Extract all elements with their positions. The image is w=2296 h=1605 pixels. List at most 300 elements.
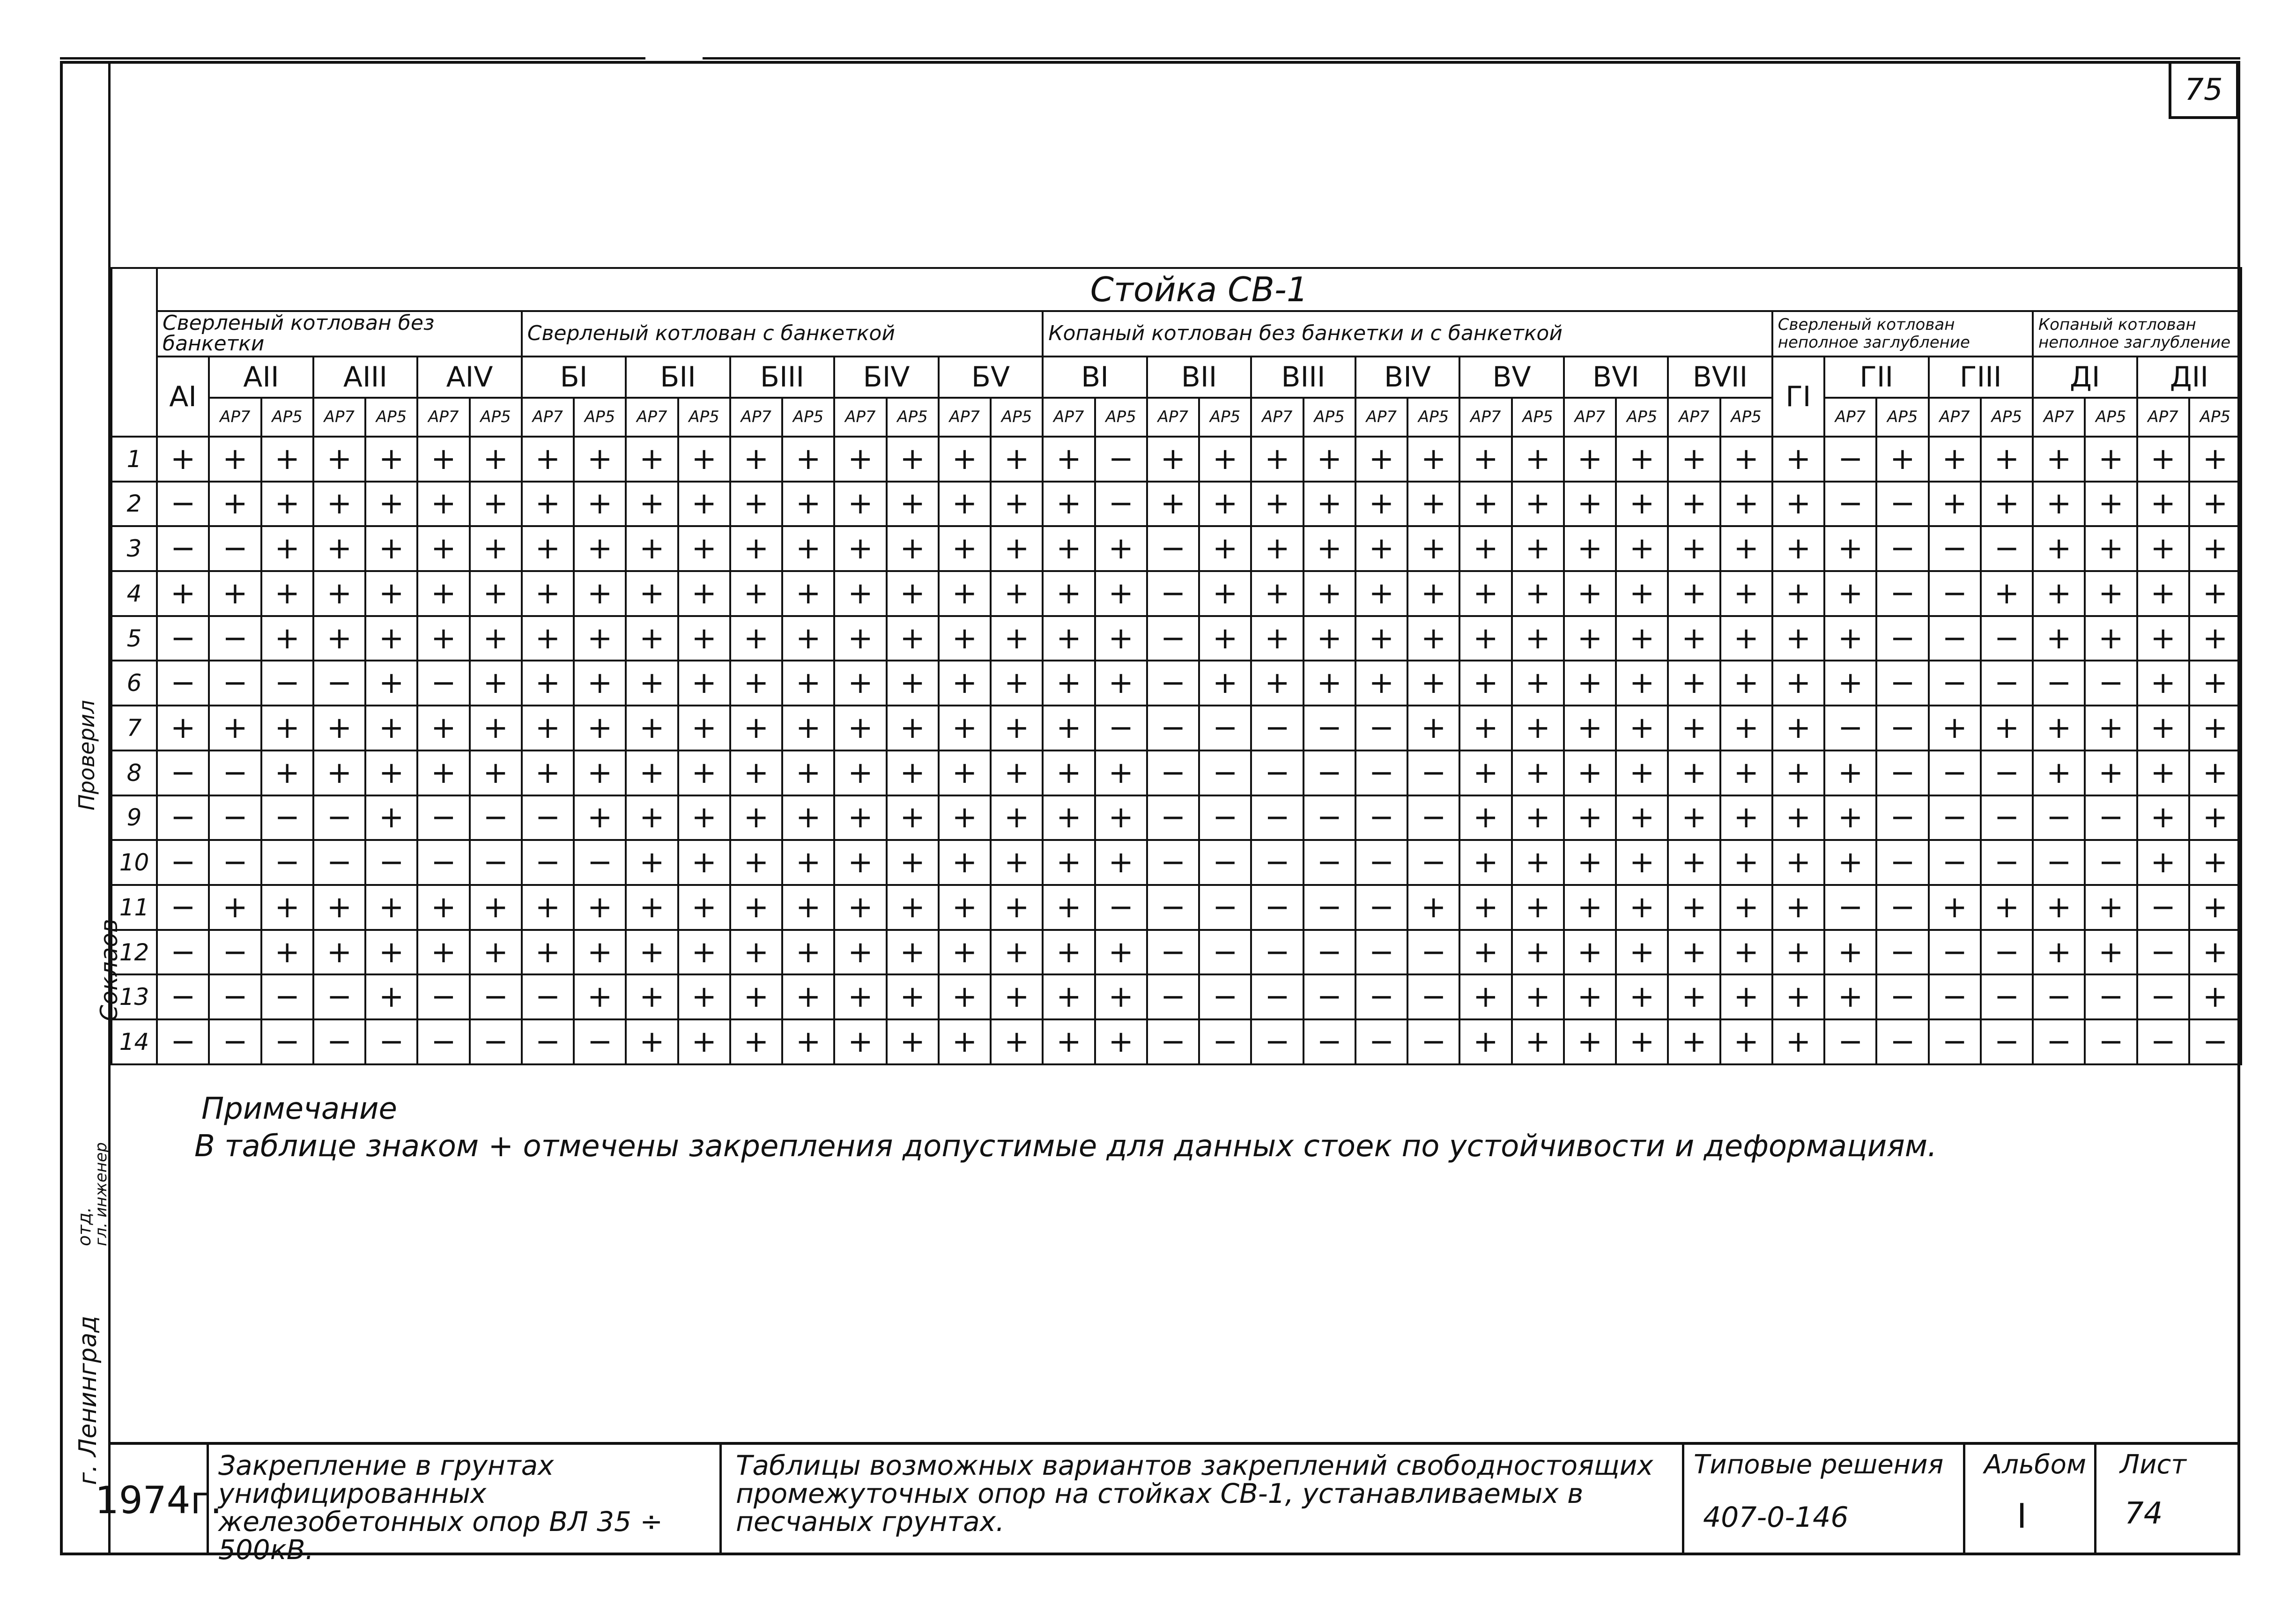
fixing-mark: + <box>1772 706 1824 750</box>
stamp-project-title: Закрепление в грунтах унифицированных железобетонных опор ВЛ 35 ÷ 500кВ. <box>209 1445 722 1555</box>
fixing-mark: − <box>1981 974 2033 1019</box>
fixing-mark: − <box>1251 750 1303 795</box>
fixing-mark: + <box>2189 571 2242 616</box>
fixing-mark: − <box>1147 750 1199 795</box>
fixing-mark: + <box>2189 974 2242 1019</box>
fixing-mark: + <box>1929 706 1981 750</box>
fixing-mark: + <box>782 750 834 795</box>
fixing-mark: − <box>1876 930 1928 975</box>
fixing-mark: + <box>1459 661 1511 706</box>
fixing-mark: − <box>157 1019 209 1064</box>
ap7-header: АР7 <box>1929 398 1981 437</box>
ap5-header: АР5 <box>887 398 939 437</box>
fixing-mark: + <box>678 750 730 795</box>
fixing-mark: + <box>1407 616 1459 661</box>
fixing-mark: − <box>1199 750 1251 795</box>
fixing-mark: + <box>2085 526 2137 571</box>
fixing-mark: + <box>1668 526 1720 571</box>
fixing-mark: + <box>1512 885 1564 930</box>
fixing-mark: − <box>209 795 261 840</box>
fixing-mark: − <box>1876 974 1928 1019</box>
fixing-mark: + <box>887 795 939 840</box>
fixing-mark: + <box>939 885 991 930</box>
fixing-mark: + <box>365 482 417 527</box>
fixing-mark: + <box>1407 482 1459 527</box>
fixing-mark: − <box>1251 795 1303 840</box>
fixing-mark: − <box>365 840 417 885</box>
fixing-mark: + <box>1043 616 1095 661</box>
fixing-mark: − <box>1147 974 1199 1019</box>
fixing-mark: + <box>678 661 730 706</box>
fixing-mark: + <box>470 706 522 750</box>
fixing-mark: + <box>1043 482 1095 527</box>
fixing-mark: + <box>313 526 365 571</box>
fixing-mark: + <box>1616 616 1668 661</box>
fixing-mark: + <box>574 437 626 482</box>
frame-top-line <box>60 57 645 59</box>
fixing-mark: − <box>2137 885 2189 930</box>
fixing-mark: + <box>1772 885 1824 930</box>
table-row <box>111 706 2241 750</box>
ap7-header: АР7 <box>1043 398 1095 437</box>
fixing-mark: + <box>730 930 782 975</box>
fixing-mark: + <box>1459 616 1511 661</box>
fixing-mark: + <box>1407 526 1459 571</box>
table-row <box>111 750 2241 795</box>
fixing-mark: + <box>209 706 261 750</box>
fixing-mark: + <box>417 885 469 930</box>
fixing-mark: + <box>626 840 678 885</box>
fixing-mark: + <box>626 526 678 571</box>
fixing-mark: + <box>1512 616 1564 661</box>
fixing-mark: + <box>2033 437 2085 482</box>
subgroup-8: БIV <box>834 357 939 397</box>
fixing-mark: + <box>365 437 417 482</box>
fixing-mark: + <box>1616 930 1668 975</box>
fixing-mark: − <box>1199 930 1251 975</box>
staff-label-dept: отд. <box>74 1207 95 1246</box>
city-label: г. Ленинград <box>74 1315 102 1485</box>
fixing-mark: + <box>678 930 730 975</box>
subgroup-2: АII <box>209 357 313 397</box>
fixing-mark: + <box>417 437 469 482</box>
ap7-header: АР7 <box>939 398 991 437</box>
fixing-mark: + <box>991 571 1043 616</box>
fixing-mark: + <box>2033 482 2085 527</box>
fixing-mark: + <box>730 795 782 840</box>
ap7-header: АР7 <box>1147 398 1199 437</box>
fixing-mark: + <box>261 616 313 661</box>
fixing-mark: + <box>1564 930 1616 975</box>
fixing-mark: + <box>678 974 730 1019</box>
fixing-mark: + <box>1668 750 1720 795</box>
fixing-mark: + <box>1095 930 1147 975</box>
fixing-mark: + <box>2033 526 2085 571</box>
fixing-mark: + <box>1199 616 1251 661</box>
fixing-mark: + <box>417 482 469 527</box>
fixing-mark: + <box>939 750 991 795</box>
fixing-mark: − <box>157 482 209 527</box>
table-title: Стойка СВ-1 <box>157 268 2241 311</box>
fixing-mark: + <box>730 706 782 750</box>
group-header-2: Сверленый котлован с банкеткой <box>522 311 1043 357</box>
fixing-mark: + <box>678 437 730 482</box>
fixing-mark: − <box>522 974 574 1019</box>
fixing-mark: + <box>626 974 678 1019</box>
fixing-mark: − <box>1147 840 1199 885</box>
fixing-mark: − <box>1355 974 1407 1019</box>
ap5-header: АР5 <box>1720 398 1772 437</box>
fixing-mark: + <box>1512 437 1564 482</box>
subgroup-19: ГIII <box>1929 357 2033 397</box>
fixing-mark: − <box>1876 885 1928 930</box>
fixing-mark: + <box>1772 974 1824 1019</box>
fixing-mark: + <box>782 571 834 616</box>
fixing-mark: − <box>157 616 209 661</box>
staff-checked: Проверил <box>74 700 99 810</box>
ap5-header: АР5 <box>365 398 417 437</box>
fixing-mark: − <box>1304 795 1355 840</box>
fixing-mark: − <box>1407 974 1459 1019</box>
ap7-header: АР7 <box>1459 398 1511 437</box>
fixing-mark: − <box>209 1019 261 1064</box>
fixing-mark: + <box>991 885 1043 930</box>
fixing-mark: + <box>313 885 365 930</box>
ap7-header: АР7 <box>834 398 886 437</box>
fixing-mark: + <box>2137 526 2189 571</box>
fixing-mark: + <box>2189 750 2242 795</box>
fixing-mark: + <box>417 616 469 661</box>
fixing-mark: − <box>470 974 522 1019</box>
fixing-mark: + <box>1512 750 1564 795</box>
fixing-mark: + <box>626 1019 678 1064</box>
fixing-mark: + <box>261 482 313 527</box>
fixing-mark: − <box>1095 437 1147 482</box>
fixing-mark: + <box>2085 616 2137 661</box>
fixing-mark: + <box>1095 661 1147 706</box>
fixing-mark: + <box>1199 571 1251 616</box>
fixing-mark: − <box>1147 930 1199 975</box>
fixing-mark: + <box>939 526 991 571</box>
fixing-mark: + <box>1459 437 1511 482</box>
fixing-mark: − <box>1199 1019 1251 1064</box>
fixing-mark: + <box>1407 661 1459 706</box>
soil-number: 12 <box>111 930 157 975</box>
fixing-mark: + <box>991 437 1043 482</box>
fixing-mark: + <box>1564 571 1616 616</box>
fixing-mark: − <box>2033 974 2085 1019</box>
fixing-mark: + <box>261 437 313 482</box>
fixing-mark: + <box>574 750 626 795</box>
soil-number: 10 <box>111 840 157 885</box>
subgroup-11: ВII <box>1147 357 1252 397</box>
fixing-mark: − <box>1304 1019 1355 1064</box>
fixing-mark: + <box>1772 661 1824 706</box>
fixing-mark: + <box>365 616 417 661</box>
fixing-mark: + <box>365 930 417 975</box>
subgroup-14: ВV <box>1459 357 1564 397</box>
fixing-mark: + <box>1355 661 1407 706</box>
fixing-mark: + <box>730 616 782 661</box>
ap7-header: АР7 <box>1668 398 1720 437</box>
fixing-mark: + <box>1043 661 1095 706</box>
note-text: В таблице знаком + отмечены закрепления допустимые для данных стоек по устойчивости и деформациям. <box>194 1129 1937 1164</box>
group-header-1: Сверленый котлован без банкетки <box>157 311 522 357</box>
fixing-mark: − <box>1355 885 1407 930</box>
fixing-mark: − <box>417 661 469 706</box>
fixing-mark: − <box>1981 930 2033 975</box>
fixing-mark: + <box>1981 885 2033 930</box>
fixing-mark: + <box>782 616 834 661</box>
fixing-mark: + <box>834 1019 886 1064</box>
subgroup-10: ВI <box>1043 357 1147 397</box>
fixing-mark: + <box>417 526 469 571</box>
fixing-mark: + <box>1616 661 1668 706</box>
ap5-header: АР5 <box>1199 398 1251 437</box>
soil-number: 5 <box>111 616 157 661</box>
fixing-mark: − <box>1929 616 1981 661</box>
title-block <box>95 1442 2240 1566</box>
fixing-mark: + <box>1147 482 1199 527</box>
fixing-mark: + <box>678 482 730 527</box>
fixing-mark: − <box>1929 1019 1981 1064</box>
fixing-mark: + <box>1304 571 1355 616</box>
fixing-mark: + <box>1616 571 1668 616</box>
subgroup-17: ГI <box>1772 357 1824 437</box>
fixing-mark: − <box>522 840 574 885</box>
soil-number: 13 <box>111 974 157 1019</box>
table-row <box>111 795 2241 840</box>
fixing-mark: + <box>1512 795 1564 840</box>
fixing-mark: + <box>1251 616 1303 661</box>
fixing-mark: + <box>782 840 834 885</box>
fixing-mark: + <box>1043 526 1095 571</box>
fixing-mark: + <box>1564 750 1616 795</box>
fixing-mark: + <box>626 571 678 616</box>
fixing-mark: + <box>417 706 469 750</box>
fixing-mark: + <box>834 571 886 616</box>
subgroup-16: ВVII <box>1668 357 1772 397</box>
fixing-mark: + <box>2137 571 2189 616</box>
fixing-mark: + <box>730 885 782 930</box>
stamp-album <box>1965 1445 2096 1555</box>
fixing-mark: + <box>522 930 574 975</box>
fixing-mark: + <box>1616 795 1668 840</box>
fixing-mark: + <box>834 750 886 795</box>
fixing-mark: − <box>1304 750 1355 795</box>
fixing-mark: + <box>834 661 886 706</box>
ap5-header: АР5 <box>470 398 522 437</box>
fixing-mark: + <box>887 526 939 571</box>
fixing-mark: + <box>470 482 522 527</box>
subgroup-6: БII <box>626 357 730 397</box>
fixing-mark: + <box>2085 885 2137 930</box>
fixing-mark: − <box>1929 840 1981 885</box>
fixing-mark: + <box>939 706 991 750</box>
fixing-mark: + <box>1668 437 1720 482</box>
fixing-mark: + <box>939 1019 991 1064</box>
fixing-mark: + <box>2033 885 2085 930</box>
fixing-mark: + <box>1616 885 1668 930</box>
fixing-mark: + <box>1564 795 1616 840</box>
fixing-mark: + <box>887 571 939 616</box>
fixing-mark: + <box>365 974 417 1019</box>
fixing-mark: + <box>834 482 886 527</box>
fixing-mark: + <box>2137 437 2189 482</box>
fixing-mark: + <box>1616 526 1668 571</box>
fixing-mark: − <box>1251 1019 1303 1064</box>
stamp-typical <box>1684 1445 1965 1555</box>
fixing-mark: + <box>1459 974 1511 1019</box>
fixing-mark: + <box>939 661 991 706</box>
fixing-mark: − <box>1981 526 2033 571</box>
fixing-mark: − <box>157 661 209 706</box>
fixing-mark: + <box>365 885 417 930</box>
fixing-mark: + <box>470 930 522 975</box>
fixing-mark: − <box>1355 795 1407 840</box>
fixing-mark: + <box>522 437 574 482</box>
fixing-mark: + <box>887 885 939 930</box>
fixing-mark: − <box>1304 885 1355 930</box>
fixing-mark: + <box>626 885 678 930</box>
fixing-mark: + <box>2137 482 2189 527</box>
fixing-mark: + <box>991 750 1043 795</box>
fixing-mark: + <box>261 526 313 571</box>
table-row <box>111 571 2241 616</box>
fixing-mark: − <box>261 795 313 840</box>
table-row <box>111 661 2241 706</box>
fixing-mark: + <box>1355 616 1407 661</box>
fixing-mark: + <box>365 750 417 795</box>
frame-top-line <box>703 57 2240 59</box>
fixing-mark: − <box>209 616 261 661</box>
ap5-header: АР5 <box>782 398 834 437</box>
fixing-mark: + <box>1251 571 1303 616</box>
fixing-mark: + <box>1199 526 1251 571</box>
fixing-mark: − <box>2137 930 2189 975</box>
ap5-header: АР5 <box>261 398 313 437</box>
fixing-mark: + <box>1720 437 1772 482</box>
soil-number: 1 <box>111 437 157 482</box>
note-title: Примечание <box>201 1092 397 1126</box>
fixing-mark: + <box>470 616 522 661</box>
fixing-mark: + <box>522 661 574 706</box>
fixing-mark: + <box>730 571 782 616</box>
ap5-header: АР5 <box>574 398 626 437</box>
fixing-mark: − <box>2085 661 2137 706</box>
fixing-mark: + <box>678 885 730 930</box>
fixing-mark: + <box>1824 616 1876 661</box>
fixing-mark: − <box>209 661 261 706</box>
fixing-mark: + <box>2033 930 2085 975</box>
fixing-mark: + <box>887 974 939 1019</box>
fixing-mark: + <box>365 706 417 750</box>
staff-name: Соклаов <box>96 919 123 1021</box>
group-header-4: Сверленый котлован неполное заглубление <box>1772 311 2033 357</box>
fixing-mark: + <box>1512 706 1564 750</box>
fixing-mark: + <box>834 526 886 571</box>
fixing-mark: − <box>1929 974 1981 1019</box>
ap5-header: АР5 <box>1616 398 1668 437</box>
fixing-mark: + <box>574 795 626 840</box>
fixing-mark: + <box>470 571 522 616</box>
fixing-mark: + <box>1512 661 1564 706</box>
fixing-mark: + <box>678 526 730 571</box>
subgroup-15: ВVI <box>1564 357 1668 397</box>
fixing-mark: + <box>157 571 209 616</box>
fixing-mark: + <box>1720 482 1772 527</box>
fixing-mark: + <box>1459 706 1511 750</box>
fixing-mark: − <box>1304 930 1355 975</box>
fixing-mark: − <box>1981 616 2033 661</box>
fixing-mark: + <box>2033 616 2085 661</box>
fixing-mark: + <box>1564 482 1616 527</box>
fixing-mark: + <box>1355 482 1407 527</box>
fixing-mark: + <box>834 930 886 975</box>
fixing-mark: − <box>1929 661 1981 706</box>
fixing-mark: + <box>470 750 522 795</box>
fixing-mark: + <box>1407 571 1459 616</box>
fixing-mark: + <box>1512 571 1564 616</box>
fixing-mark: + <box>1720 885 1772 930</box>
table-row <box>111 482 2241 527</box>
subgroup-7: БIII <box>730 357 835 397</box>
fixing-mark: + <box>522 706 574 750</box>
table-row <box>111 616 2241 661</box>
fixing-mark: + <box>782 526 834 571</box>
fixing-mark: + <box>1095 750 1147 795</box>
fixing-mark: − <box>2085 1019 2137 1064</box>
fixing-mark: − <box>1251 974 1303 1019</box>
fixing-mark: + <box>522 616 574 661</box>
fixing-mark: + <box>1824 930 1876 975</box>
fixing-mark: − <box>2033 840 2085 885</box>
fixing-mark: + <box>1981 437 2033 482</box>
fixing-mark: + <box>313 571 365 616</box>
fixing-mark: + <box>1668 974 1720 1019</box>
fixing-mark: − <box>574 1019 626 1064</box>
fixing-mark: + <box>261 885 313 930</box>
fixing-mark: − <box>1407 795 1459 840</box>
fixing-mark: + <box>1668 571 1720 616</box>
fixing-mark: − <box>1304 974 1355 1019</box>
fixing-mark: + <box>939 571 991 616</box>
fixing-mark: + <box>522 885 574 930</box>
ap5-header: АР5 <box>2085 398 2137 437</box>
fixing-mark: + <box>678 795 730 840</box>
fixing-mark: − <box>1876 616 1928 661</box>
fixing-mark: + <box>1304 616 1355 661</box>
fixing-mark: − <box>261 840 313 885</box>
fixing-mark: + <box>1929 437 1981 482</box>
fixing-mark: − <box>417 974 469 1019</box>
ap5-header: АР5 <box>2189 398 2242 437</box>
fixing-mark: + <box>1981 706 2033 750</box>
fixing-mark: + <box>730 974 782 1019</box>
fixing-mark: + <box>1512 974 1564 1019</box>
fixing-mark: + <box>365 795 417 840</box>
ap5-header: АР5 <box>1304 398 1355 437</box>
fixing-mark: − <box>157 795 209 840</box>
fixing-mark: + <box>574 885 626 930</box>
fixing-mark: + <box>1095 571 1147 616</box>
fixing-mark: + <box>2033 750 2085 795</box>
fixing-mark: + <box>782 661 834 706</box>
fixing-mark: + <box>1407 885 1459 930</box>
fixing-mark: + <box>261 571 313 616</box>
fixing-mark: + <box>1095 974 1147 1019</box>
fixing-mark: − <box>313 795 365 840</box>
